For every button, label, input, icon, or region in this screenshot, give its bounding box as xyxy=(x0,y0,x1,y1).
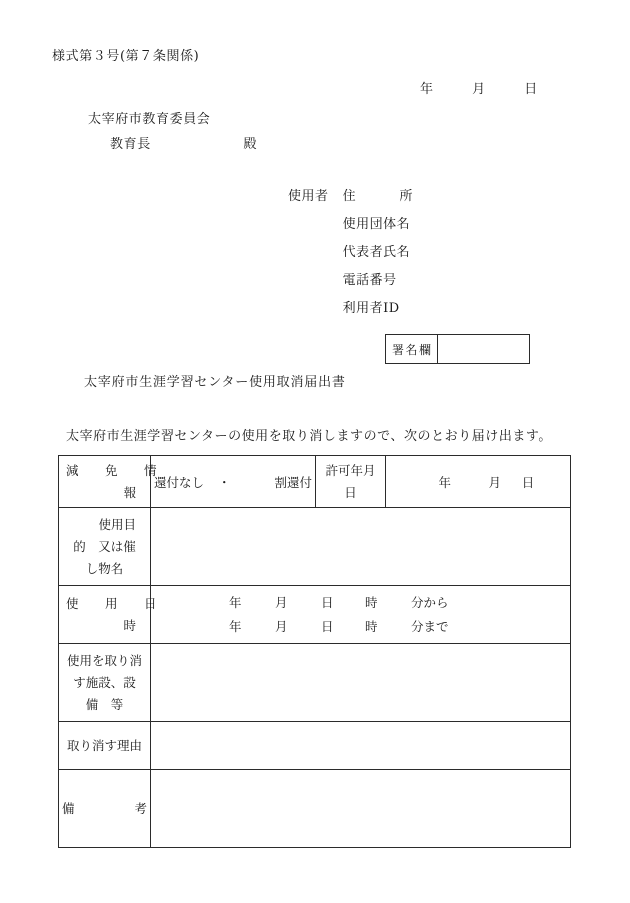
field-facilities[interactable] xyxy=(151,644,571,722)
field-refund-option[interactable] xyxy=(151,456,316,508)
permit-date-year-label: 年 xyxy=(438,474,451,490)
field-reason[interactable] xyxy=(151,722,571,770)
date-day-label: 日 xyxy=(524,82,538,97)
field-permit-date[interactable] xyxy=(386,456,571,508)
cancellation-form-table xyxy=(58,455,571,848)
from-month-label: 月 xyxy=(274,594,288,610)
refund-option-none[interactable]: 還付なし xyxy=(154,474,205,490)
applicant-address-row xyxy=(288,183,413,211)
applicant-group-row xyxy=(288,211,413,239)
signature-label: 署名欄 xyxy=(386,335,438,363)
label-purpose: 使用目 的 又は催 し物名 xyxy=(59,508,151,586)
applicant-user-id-label: 利用者ID xyxy=(342,301,400,316)
remarks-char-2: 考 xyxy=(134,800,147,816)
permit-date-month-label: 月 xyxy=(488,474,501,490)
use-datetime-from-line xyxy=(151,591,570,615)
label-facilities: 使用を取り消 す施設、設 備 等 xyxy=(59,644,151,722)
applicant-group-name-label: 使用団体名 xyxy=(342,217,411,232)
to-minute-label: 分まで xyxy=(410,618,449,634)
applicant-address-label-2: 所 xyxy=(399,189,413,204)
from-hour-label: 時 xyxy=(364,594,378,610)
date-year-label: 年 xyxy=(420,82,434,97)
permit-date-day-label: 日 xyxy=(521,474,535,490)
table-row-remarks xyxy=(59,770,571,848)
to-year-label: 年 xyxy=(229,618,242,634)
from-minute-label: 分から xyxy=(410,594,449,610)
label-remarks xyxy=(59,770,151,848)
to-day-label: 日 xyxy=(320,618,334,634)
applicant-representative-label: 代表者氏名 xyxy=(342,245,411,260)
label-reduction-info: 減 免 情 報 xyxy=(59,456,151,508)
from-day-label: 日 xyxy=(320,594,334,610)
applicant-address-label-1: 住 xyxy=(342,189,357,204)
to-hour-label: 時 xyxy=(364,618,378,634)
signature-input[interactable] xyxy=(438,335,529,363)
addressee-organization: 太宰府市教育委員会 xyxy=(88,112,211,127)
addressee-person: 教育長 xyxy=(110,137,151,152)
remarks-char-1: 備 xyxy=(62,800,75,816)
date-month-label: 月 xyxy=(472,82,486,97)
addressee-person-line xyxy=(110,133,257,152)
table-row-purpose xyxy=(59,508,571,586)
field-purpose[interactable] xyxy=(151,508,571,586)
document-title: 太宰府市生涯学習センター使用取消届出書 xyxy=(84,375,346,390)
label-reason: 取り消す理由 xyxy=(59,722,151,770)
applicant-block xyxy=(288,183,413,323)
applicant-representative-row xyxy=(288,239,413,267)
table-row-reason xyxy=(59,722,571,770)
applicant-userid-row xyxy=(288,295,413,323)
to-month-label: 月 xyxy=(274,618,288,634)
from-year-label: 年 xyxy=(229,594,242,610)
field-remarks[interactable] xyxy=(151,770,571,848)
refund-option-partial[interactable]: 割還付 xyxy=(274,474,312,490)
signature-box xyxy=(385,334,530,364)
table-row-use-datetime xyxy=(59,586,571,644)
applicant-phone-label: 電話番号 xyxy=(342,273,397,288)
field-use-datetime[interactable] xyxy=(151,586,571,644)
form-number: 様式第３号(第７条関係) xyxy=(52,49,200,64)
table-row-facilities xyxy=(59,644,571,722)
document-body-text: 太宰府市生涯学習センターの使用を取り消しますので、次のとおり届け出ます。 xyxy=(66,429,552,444)
date-line xyxy=(420,78,537,97)
applicant-phone-row xyxy=(288,267,413,295)
refund-separator: ・ xyxy=(218,474,231,490)
label-permit-date: 許可年月 日 xyxy=(316,456,386,508)
table-row-reduction-info xyxy=(59,456,571,508)
use-datetime-to-line xyxy=(151,615,570,639)
addressee-honorific: 殿 xyxy=(243,137,258,152)
applicant-prefix-label: 使用者 xyxy=(288,189,329,204)
label-use-datetime: 使 用 日 時 xyxy=(59,586,151,644)
